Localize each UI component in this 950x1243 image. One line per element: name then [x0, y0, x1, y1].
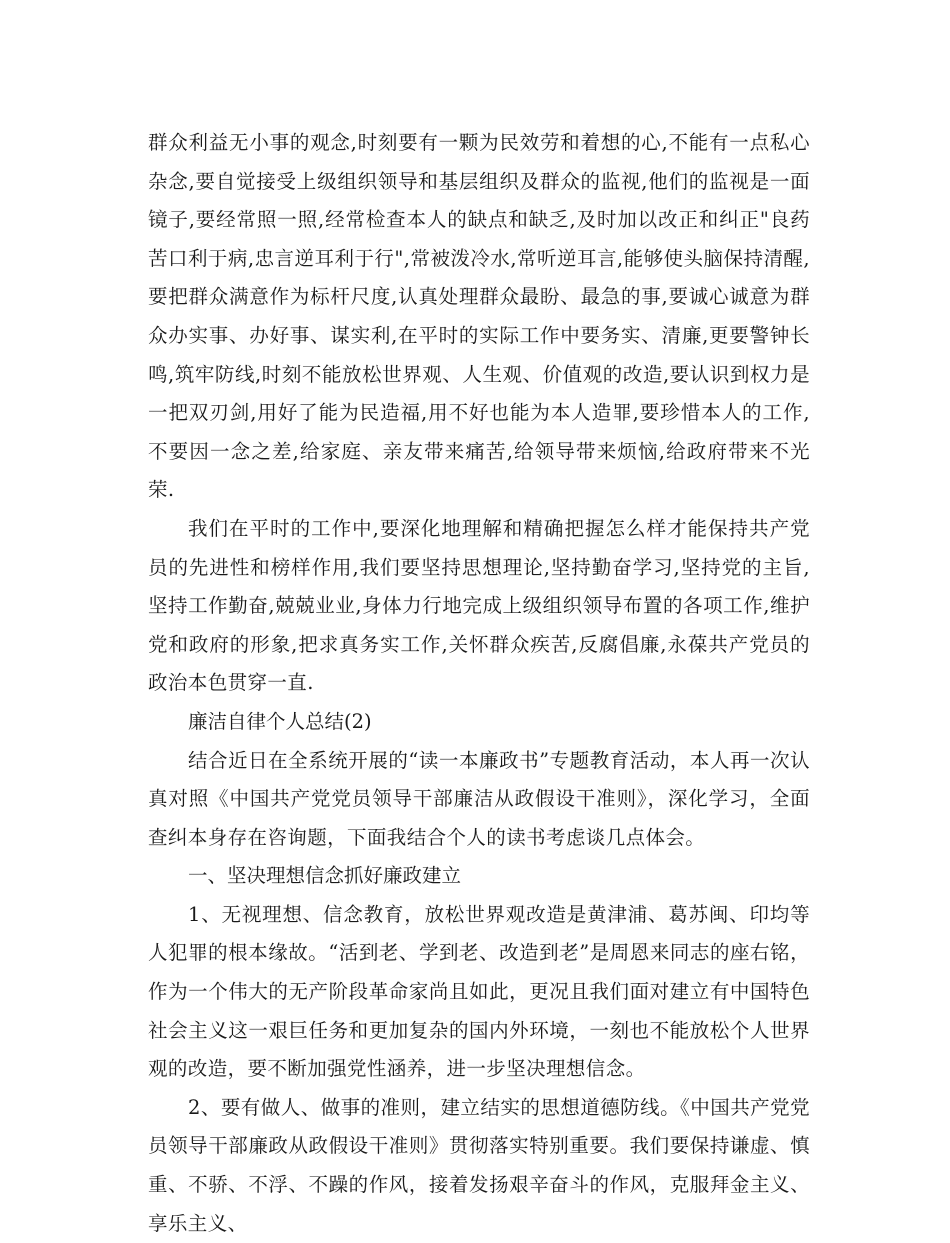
paragraph-3: 结合近日在全系统开展的“读一本廉政书”专题教育活动，本人再一次认真对照《中国共产党党员领导干部廉洁从政假设干准则》，深化学习，全面查纠本身存在咨询题，下面我结合个人的读书考虑谈几点体会。: [148, 748, 810, 849]
section-title: 廉洁自律个人总结(2): [188, 709, 372, 733]
paragraph-4: 1、无视理想、信念教育，放松世界观改造是黄津浦、葛苏闽、印均等人犯罪的根本缘故。“活到老、学到老、改造到老”是周恩来同志的座右铭，作为一个伟大的无产阶段革命家尚且如此，更况且我们面对建立有中国特色社会主义这一艰巨任务和更加复杂的国内外环境，一刻也不能放松个人世界观的改造，要不断加强党性涵养，进一步坚决理想信念。: [148, 902, 810, 1081]
paragraph-5: 2、要有做人、做事的准则，建立结实的思想道德防线。《中国共产党党员领导干部廉政从政假设干准则》贯彻落实特别重要。我们要保持谦虚、慎重、不骄、不浮、不躁的作风，接着发扬艰辛奋斗的作风，克服拜金主义、享乐主义、: [148, 1095, 810, 1235]
document-body: [148, 124, 810, 1243]
paragraph-2: 我们在平时的工作中,要深化地理解和精确把握怎么样才能保持共产党员的先进性和榜样作用,我们要坚持思想理论,坚持勤奋学习,坚持党的主旨,坚持工作勤奋,兢兢业业,身体力行地完成上级组织领导布置的各项工作,维护党和政府的形象,把求真务实工作,关怀群众疾苦,反腐倡廉,永葆共产党员的政治本色贯穿一直.: [148, 516, 810, 695]
subsection-heading: 一、坚决理想信念抓好廉政建立: [188, 864, 462, 888]
paragraph-1: 群众利益无小事的观念,时刻要有一颗为民效劳和着想的心,不能有一点私心杂念,要自觉接受上级组织领导和基层组织及群众的监视,他们的监视是一面镜子,要经常照一照,经常检查本人的缺点和缺乏,及时加以改正和纠正"良药苦口利于病,忠言逆耳利于行",常被泼冷水,常听逆耳言,能够使头脑保持清醒,要把群众满意作为标杆尺度,认真处理群众最盼、最急的事,要诚心诚意为群众办实事、办好事、谋实利,在平时的实际工作中要务实、清廉,更要警钟长鸣,筑牢防线,时刻不能放松世界观、人生观、价值观的改造,要认识到权力是一把双刃剑,用好了能为民造福,用不好也能为本人造罪,要珍惜本人的工作,不要因一念之差,给家庭、亲友带来痛苦,给领导带来烦恼,给政府带来不光荣.: [148, 131, 810, 502]
